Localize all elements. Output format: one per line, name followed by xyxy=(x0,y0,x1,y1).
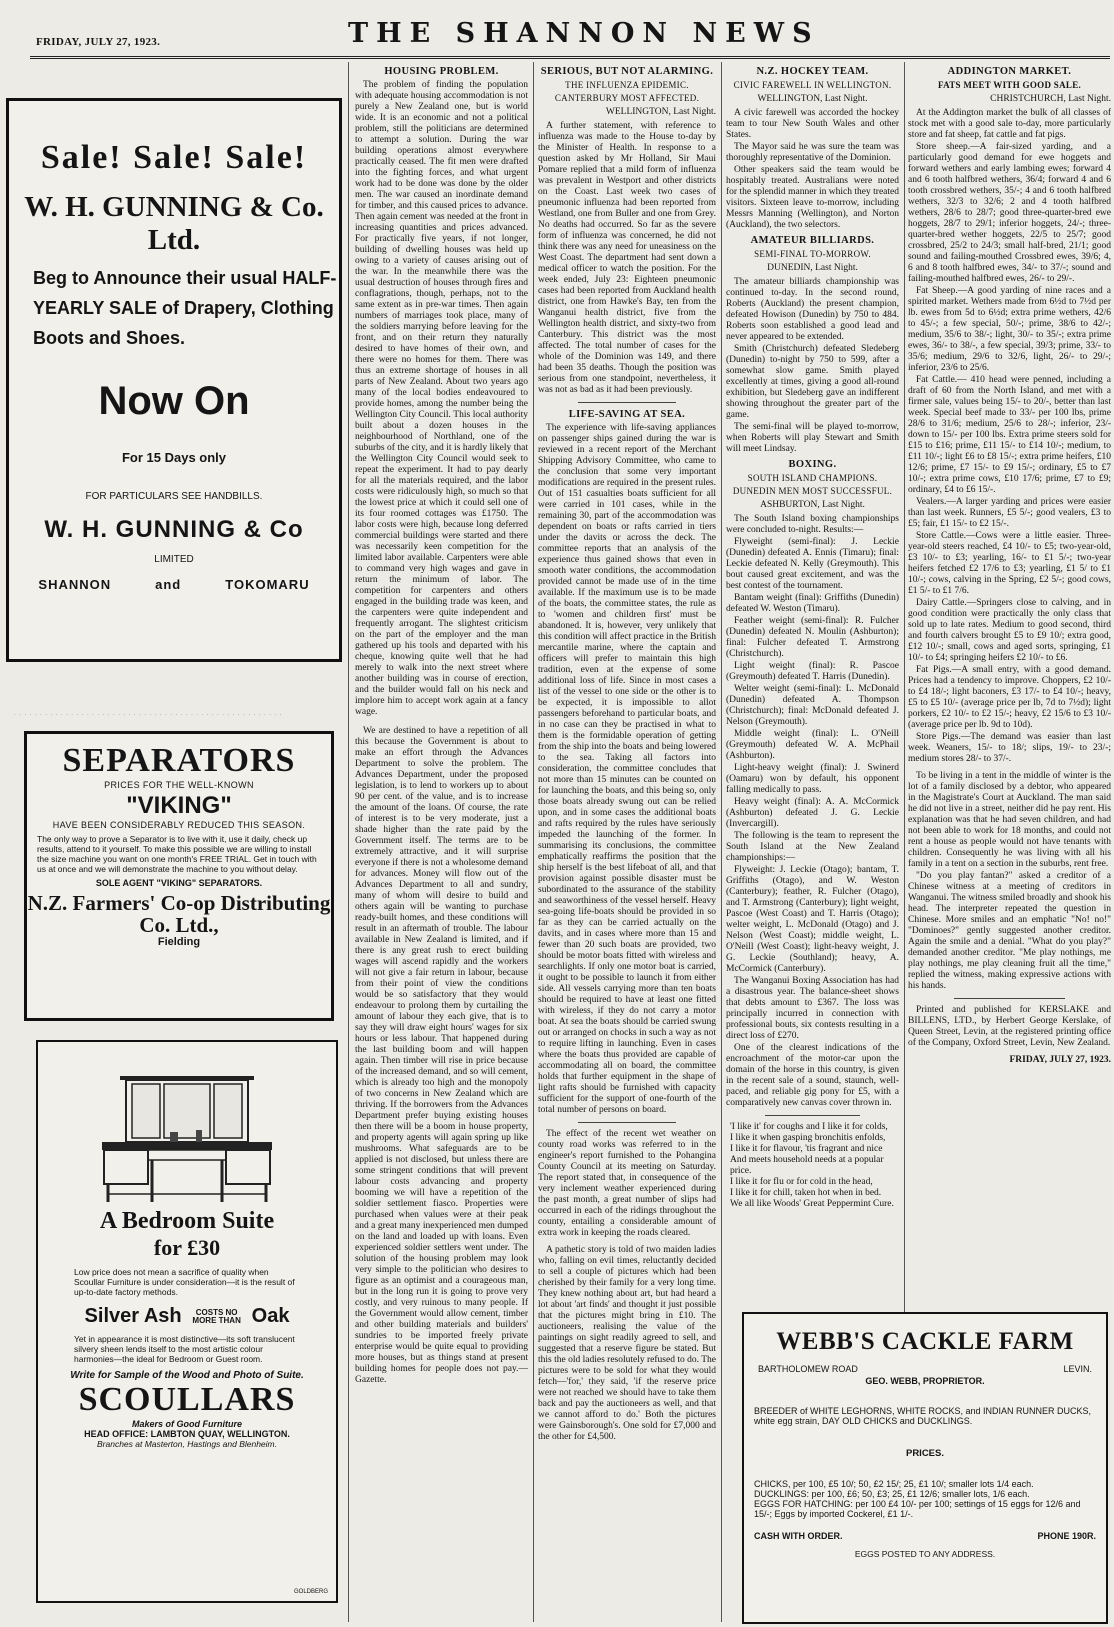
weather-paragraph: The effect of the recent wet weather on county road works was referred to in the engineer's report furnished to the Pohangina County Council at its meeting on Saturday. The report stated that, in consequence of the very inclement weather experienced during the past month, a great number of slips had occurred in each of the ridings throughout the county, entailing a considerable amount of extra work in keeping the roads cleared. xyxy=(538,1129,716,1238)
imprint-date: FRIDAY, JULY 27, 1923. xyxy=(1009,1055,1111,1065)
boxing-headline: BOXING. xyxy=(788,459,837,470)
column-market xyxy=(908,62,1111,1310)
fantan-paragraph: "Do you play fantan?" asked a creditor of a Chinese witness at a meeting of creditors in Wanganui. The witness smiled broadly and shook his head. The interpreter repeated the question in Chinese. More smiles and an emphatic "No! no!" "Dominoes?" gently suggested another creditor. Again the smile and a denial. "What do you play?" demanded another creditor. "Me play nothings, me play nothings, me play cleaning fruit all the time," replied the witness, making expressive actions with his hands. xyxy=(908,871,1111,991)
viking-brand: "VIKING" xyxy=(126,792,232,819)
proprietor: GEO. WEBB, PROPRIETOR. xyxy=(865,1376,985,1386)
pictures-paragraph: A pathetic story is told of two maiden ladies who, falling on evil times, reluctantly decided to sell a couple of pictures which had been cherished by their family for a very long time. They knew nothing about art, but had heard a lot about 'art finds' and thought it just possible that the pictures might bring in £10. The auctioneers, realising the value of the paintings on sight readily agreed to sell, and suggested that a reserve figure be stated. But this the old ladies resolutely refused to do. The pictures were to be sold for what they would fetch—'for,' they said, 'if the reserve price were not reached we should have to take them back and pay the auctioneers as well, and that we cannot afford to do.' Both the pictures were Gainsborough's. One sold for £7,000 and the other for £4,500. xyxy=(538,1245,716,1442)
influenza-headline: SERIOUS, BUT NOT ALARMING. xyxy=(540,66,714,77)
issue-date: FRIDAY, JULY 27, 1923. xyxy=(36,36,161,48)
suite-price: for £30 xyxy=(153,1235,221,1260)
write-for-sample: Write for Sample of the Wood and Photo of Suite. xyxy=(70,1370,304,1381)
column-rule xyxy=(348,62,349,1622)
separators-advertisement xyxy=(24,731,334,1021)
billiards-paragraph: The amateur billiards championship was continued to-day. In the second round, Roberts (Auckland) the present champion, defeated Howison (Dunedin) by 750 to 484. Roberts soon established a good lead and never appeared to be extended. xyxy=(726,277,899,342)
boxing-paragraph: Light-heavy weight (final): J. Swinerd (Oamaru) won by default, his opponent falling medically to pass. xyxy=(726,763,899,795)
life-saving-headline: LIFE-SAVING AT SEA. xyxy=(568,409,686,420)
gunning-advertisement xyxy=(6,98,342,662)
boxing-paragraph: Bantam weight (final): Griffiths (Dunedin) defeated W. Weston (Timaru). xyxy=(726,593,899,614)
market-paragraph: Vealers.—A larger yarding and prices were easier than last week. Runners, £5 5/-; good vealers, £3 to £5; fair, £1 15/- to £2 15/-. xyxy=(908,497,1111,529)
reduced-line: HAVE BEEN CONSIDERABLY REDUCED THIS SEASON. xyxy=(52,820,306,830)
silver-ash-vs-oak xyxy=(38,1305,336,1328)
hockey-subhead: CIVIC FAREWELL IN WELLINGTON. xyxy=(733,80,892,90)
market-subhead: FATS MEET WITH GOOD SALE. xyxy=(937,80,1082,90)
market-headline: ADDINGTON MARKET. xyxy=(947,66,1072,77)
fielding-town: Fielding xyxy=(157,936,201,948)
influenza-subhead-2: CANTERBURY MOST AFFECTED. xyxy=(554,93,700,103)
market-paragraph: At the Addington market the bulk of all classes of stock met with a good sale to-day, more particularly store and fat sheep, fat cattle and fat pigs. xyxy=(908,108,1111,140)
order-line xyxy=(744,1531,1106,1541)
price-line: DUCKLINGS: per 100, £6; 50, £3; 25, £1 12/6; smaller lots, 1/6 each. xyxy=(754,1489,1030,1499)
peppermint-verse xyxy=(726,1122,899,1210)
eggs-posted-note: EGGS POSTED TO ANY ADDRESS. xyxy=(854,1549,996,1559)
verse-line: I like it for chill, taken hot when in bed. xyxy=(730,1188,882,1198)
boxing-paragraph: Feather weight (semi-final): R. Fulcher (Dunedin) defeated N. Moulin (Ashburton); final: Fulcher defeated T. Armstrong (Christchurch). xyxy=(726,616,899,659)
costs-no-more-label: COSTS NO MORE THAN xyxy=(192,1307,241,1325)
hockey-headline: N.Z. HOCKEY TEAM. xyxy=(756,66,869,77)
housing-headline: HOUSING PROBLEM. xyxy=(384,66,499,77)
silver-ash-label: Silver Ash xyxy=(84,1305,182,1327)
influenza-paragraph: A further statement, with reference to influenza was made to the House to-day by the Minister of Health. In response to a question asked by Mr Holland, Sir Maui Pomare replied that a mild form of influenza was prevalent in Westport and other districts on the Coast. Last week two cases of pneumonic influenza had been reported from Westland, one from Buller and one from Grey. No deaths had occurred. So far as the severe form of influenza was concerned, he did not think there was any need for uneasiness on the West Coast. The department had sent down a medical officer to watch the position. For the week ended, July 23: Eighteen pneumonic cases had been reported from Auckland health district, one from Hawke's Bay, ten from the Wanganui health district, five from the Wellington health district, and sixty-two from Canterbury. This district was the most affected. The total number of cases for the whole of the Dominion was 149, and there had been 35 deaths. Though the position was serious from one standpoint, nevertheless, it was not as bad as it had been previously. xyxy=(538,121,716,395)
column-rule xyxy=(721,62,722,1622)
webb-cackle-farm-advertisement xyxy=(742,1312,1108,1624)
separators-heading: SEPARATORS xyxy=(62,742,296,779)
market-paragraph: Fat Pigs.—A small entry, with a good demand. Prices had a tendency to improve. Choppers, £2 10/- to £4 18/-; light baconers, £3 17/- to £4 10/-; heavy, £5 to £5 10/- (average price per lb, 7d to 7½d); light porkers, £2 10/- to £2 15/-; heavy, £2 15/6 to £3 10/- (average price per lb. 9d to 10d). xyxy=(908,665,1111,730)
masthead-rule xyxy=(30,56,1110,59)
newspaper-title: THE SHANNON NEWS xyxy=(348,18,820,49)
store-locations xyxy=(9,577,339,592)
town-name: LEVIN. xyxy=(1063,1364,1092,1374)
gunning-company-name-footer: W. H. GUNNING & Co xyxy=(44,516,304,543)
phone-number: PHONE 190R. xyxy=(1037,1531,1096,1541)
boxing-paragraph: Middle weight (final): L. O'Neill (Greymouth) defeated W. A. McPhail (Ashburton). xyxy=(726,729,899,761)
advert-agency-tag: GOLDBERG xyxy=(293,1589,328,1595)
cackle-farm-title: WEBB'S CACKLE FARM xyxy=(776,1328,1074,1355)
dressing-table-illustration xyxy=(82,1070,292,1210)
dateline: WELLINGTON, Last Night. xyxy=(605,107,716,117)
article-divider xyxy=(954,998,1066,999)
sole-agent-line: SOLE AGENT "VIKING" SEPARATORS. xyxy=(95,878,263,888)
housing-paragraph: We are destined to have a repetition of all this because the Government is about to make an effort through the Advances Department to solve the problem. The Advances Department, under the proposed legislation, is to lend to workers up to about 90 per cent. of the value, and is to increase the amount of the loans. Of course, the rate of interest is to be very moderate, just a shade higher than the rate paid by the Government itself. The terms are to be extremely attractive, and it will surprise everyone if there is not a wholesome demand for advances. Money will flow out of the Advances Department to all and sundry, many of whom will desire to build and others again will be wanting to purchase ready-built homes, and these conditions will result in an aftermath of trouble. The labour available in New Zealand is limited, and if there is any great rush to erect building wages will ascend rapidly and the workers will not give a fair return in labour, because from their point of view the conditions would be so satisfactory that they would endeavour to prolong them by curtailing the amount of labour they each give, that is to say they will draw eight hours' wages for six hours or less labour. That happened during the last building boom and will happen again. Then timber will rise in price because of the increased demand, and so will cement, which is already too high and the monopoly of two concerns in New Zealand which are thriving. If the borrowers from the Advances Department prefer buying existing houses then there will be a boom in house property, and property agents will again spring up like mushrooms. What safeguards are to be applied is not disclosed, but unless there are some stringent conditions that will prevent labour costs advancing and property booming we will have a repetition of the soldier settlement fiasco. Properties were purchased when values were at their peak and a great many inexperienced men dumped on the land and loaded up with loans. Even experienced soldier settlers went under. The solution of the housing problem may look very simple to the politician who desires to figure as an optimist and a courageous man, but in the long run it is going to prove very costly, and very ruinous to many people. If the Government would allow cement, timber and other building materials and builders' sundries to be imported freely private enterprise would be quite equal to providing more houses, but as things stand at present building homes for people does not pay.—Gazette. xyxy=(355,726,528,1385)
billiards-subhead: SEMI-FINAL TO-MORROW. xyxy=(754,249,871,259)
handbills-note: FOR PARTICULARS SEE HANDBILLS. xyxy=(85,491,263,502)
location-shannon: SHANNON xyxy=(38,577,112,592)
article-divider xyxy=(578,1122,676,1123)
makers-tagline: Makers of Good Furniture xyxy=(131,1419,242,1429)
market-paragraph: Fat Cattle.— 410 head were penned, including a draft of 60 from the North Island, and met with a firmer sale, values being 15/- to 20/-, better than last week. Special beef made to 33/- per 100 lbs, prime 28/6 to 31/6; medium, 25/6 to 28/-; inferior, 23/- down to 15/- per 100 lbs. Extra prime steers sold for £15 to £16; prime, £11 15/- to £14 10/-; medium, to £11 10/-; light £6 to £8 15/-; extra prime heifers, £10 12/6; prime, £7 15/- to £9 15/-; ordinary, £5 to £7 10/-; extra prime cows, £10 17/6; prime, £7 to £9; ordinary, £4 to £6 15/-. xyxy=(908,375,1111,495)
boxing-subhead: SOUTH ISLAND CHAMPIONS. xyxy=(747,473,878,483)
market-paragraph: Fat Sheep.—A good yarding of nine races and a spirited market. Wethers made from 6½d to 7½d per lb. ewes from 5d to 6½d; extra prime wethers, 42/6 to 45/-; a few special, 50/-; prime, 38/6 to 42/-; medium, 35/6 to 38/-; light, 30/- to 35/-; extra prime ewes, 36/- to 38/-, a few special, 39/3; prime, 33/- to 35/6; medium, 29/6 to 32/6, light, 26/- to 29/-; inferior, 23/6 to 25/6. xyxy=(908,286,1111,373)
column-housing xyxy=(355,62,528,1622)
motor-car-paragraph: One of the clearest indications of the encroachment of the motor-car upon the domain of the horse in this country, is given in the recent sale of a sound, staunch, well-paced, and reliable gig pony for £5, with a comparatively new canvas cover thrown in. xyxy=(726,1043,899,1108)
breeder-description: BREEDER of WHITE LEGHORNS, WHITE ROCKS, and INDIAN RUNNER DUCKS, white egg strain, DAY OLD CHICKS and DUCKLINGS. xyxy=(754,1406,1092,1426)
tent-paragraph: To be living in a tent in the middle of winter is the lot of a family disclosed by a debtor, who appeared in the Magistrate's Court at Auckland. The man said he did not live in a street, neither did he pay rent. His explanation was that he had seven children, and had not been able to work for 18 months, and could not rent a house as people would not have tenants with children. Consequently he was living with all his family in a tent on a section in the suburbs, rent free. xyxy=(908,771,1111,869)
boxing-paragraph: The South Island boxing championships were concluded to-night. Results:— xyxy=(726,514,899,535)
market-paragraph: Store Cattle.—Cows were a little easier. Three-year-old steers reached, £4 10/- to £5; two-year-old, £3 10/- to £3; yearling, 16/- to £1 5/-; two-year heifers fetched £2 17/6 to £3; yearling, £1 5/ to £1 10/-; cows, calving in the Spring, £2 5/-; good cows, £1 5/- to £1 7/6. xyxy=(908,531,1111,596)
verse-line: 'I like it' for coughs and I like it for colds, xyxy=(730,1122,888,1132)
branches-line: Branches at Masterton, Hastings and Blenheim. xyxy=(96,1439,277,1449)
verse-line: I like it for flavour, 'tis fragrant and nice xyxy=(730,1144,883,1154)
billiards-paragraph: The semi-final will be played to-morrow, when Roberts will play Stewart and Smith will meet Lindsay. xyxy=(726,422,899,454)
housing-paragraph: The problem of finding the population with adequate housing accommodation is not purely a New Zealand one, but is world wide. It is an economic and not a political problem, still the politicians are determined to attempt a solution. During the war building operations almost everywhere practically ceased. The fit men were drafted into the fighting forces, and what urgent work had to be done was done by the older men. The war caused an inordinate demand for timber, and this caused prices to advance. Then again cement was needed at the front in increasing quantities and prices advanced. For practically five years, if not longer, building of dwelling houses was held up owing to a variety of causes arising out of the war. In the meanwhile there was the usual destruction of houses through fires and conflagrations, though, perhaps, not to the same extent as in pre-war times. Then again numbers of marriages took place, many of the soldiers marrying before leaving for the front, and on their return they naturally desired to have homes of their own, and there were no homes for them. There was thus an extreme shortage of houses in all parts of New Zealand. About two years ago many of the local bodies endeavoured to provide homes, among the number being the Wellington City Council. This local authority built about a dozen houses in the neighbourhood of Northland, one of the suburbs of the city, and it is hardly likely that the Wellington City Council would seek to repeat the experiment. It had to pay dearly for all the materials required, and the labor costs were ridiculously high, so much so that the lowest price at which it could sell one of its four roomed cottages was £1750. The labor costs were high, because long deferred commercial buildings were started and there was necessarily keen competition for the limited labor available. Carpenters were able to command very high wages and gave in return the minimum of labor. The competition for carpenters and others engaged in the building trade was keen, and the carpenters were quite independent and frequently arrogant. The slightest criticism on the part of the employer and the man gathered up his tools and departed with his cheque, knowing quite well that he had merely to walk into the next street where another building was in course of erection, and the builder would fall on his neck and implore him to accept work again at a fancy wage. xyxy=(355,80,528,717)
market-paragraph: Store Pigs.—The demand was easier than last week. Weaners, 15/- to 18/; slips, 19/- to 23/-; medium stores 28/- to 37/-. xyxy=(908,732,1111,764)
dateline: ASHBURTON, Last Night. xyxy=(760,500,865,510)
farmers-coop-name: N.Z. Farmers' Co-op Distributing Co. Ltd., xyxy=(27,891,331,937)
boxing-paragraph: Light weight (final): R. Pascoe (Greymouth) defeated T. Harris (Dunedin). xyxy=(726,661,899,682)
boxing-subhead-2: DUNEDIN MEN MOST SUCCESSFUL. xyxy=(732,486,893,496)
dateline: DUNEDIN, Last Night. xyxy=(767,263,858,273)
appearance-text: Yet in appearance it is most distinctive—its soft translucent silvery sheen lends itself to the most artistic colour harmonies—the ideal for Bedroom or Guest room. xyxy=(74,1334,295,1364)
now-on-heading: Now On xyxy=(98,379,250,423)
verse-line: We all like Woods' Great Peppermint Cure. xyxy=(730,1199,894,1209)
article-divider xyxy=(765,1115,860,1116)
price-list xyxy=(744,1479,1106,1519)
scoullars-advertisement xyxy=(36,1040,338,1603)
billiards-paragraph: Smith (Christchurch) defeated Sledeberg (Dunedin) to-night by 750 to 599, after a somewhat slow game. Smith played excellently at times, giving a good all-round exhibition, but Sledeberg gave an indifferent showing throughout the greater part of the game. xyxy=(726,344,899,420)
oak-label: Oak xyxy=(251,1305,290,1327)
road-name: BARTHOLOMEW ROAD xyxy=(758,1364,858,1374)
faded-print-strip: · · · · · · · · · · · · · · · · · · · · · · · · · · · · · · · · · · · · · · · · · · · · · · · · · · · · xyxy=(14,712,283,718)
influenza-subhead: THE INFLUENZA EPIDEMIC. xyxy=(565,80,689,90)
hockey-paragraph: The Mayor said he was sure the team was thoroughly representative of the Dominion. xyxy=(726,142,899,163)
sale-duration: For 15 Days only xyxy=(121,450,227,465)
dateline: CHRISTCHURCH, Last Night. xyxy=(990,94,1111,104)
verse-line: I like it when gasping bronchitis enfolds, xyxy=(730,1133,886,1143)
price-line: EGGS FOR HATCHING: per 100 £4 10/- per 100; settings of 15 eggs for 12/6 and 15/-; Eggs by imported Cockerel, £1 1/-. xyxy=(754,1499,1081,1519)
imprint: Printed and published for KERSLAKE and BILLENS, LTD., by Herbert George Kerslake, of Queen Street, Levin, at the registered printing office of the Company, Oxford Street, Levin, New Zealand. xyxy=(908,1005,1111,1048)
billiards-headline: AMATEUR BILLIARDS. xyxy=(750,235,875,246)
article-divider xyxy=(578,402,676,403)
address-line xyxy=(744,1364,1106,1374)
prices-heading: PRICES. xyxy=(905,1448,944,1459)
hockey-paragraph: A civic farewell was accorded the hockey team to tour New South Wales and other States. xyxy=(726,108,899,140)
location-tokomaru: TOKOMARU xyxy=(225,577,310,592)
hockey-paragraph: Other speakers said the team would be hospitably treated. Australians were noted for the splendid manner in which they treated visitors. Sixteen leave to-morrow, including Messrs Manning (Wellington), and Norton (Auckland), the two selectors. xyxy=(726,165,899,230)
boxing-paragraph: The Wanganui Boxing Association has had a disastrous year. The balance-sheet shows that debts amount to £367. The loss was principally incurred in connection with professional bouts, six contests resulting in a direct loss of £270. xyxy=(726,976,899,1041)
dateline: WELLINGTON, Last Night. xyxy=(757,94,868,104)
sale-heading: Sale! Sale! Sale! xyxy=(40,139,308,176)
boxing-paragraph: Flyweight (semi-final): J. Leckie (Dunedin) defeated A. Ennis (Timaru); final: Leckie defeated N. Kelly (Greymouth). This bout caused great excitement, and was the best contest of the tournament. xyxy=(726,537,899,591)
boxing-paragraph: Flyweight: J. Leckie (Otago); bantam, T. Griffiths (Otago), and W. Weston (Canterbury); feather, R. Fulcher (Otago), and T. Armstrong (Canterbury); light weight, Pascoe (West Coast) and T. Harris (Otago); welter weight, L. McDonald (Otago) and J. Nelson (West Coast); middle weight, L. O'Neill (West Coast); light-heavy weight, J. G. Leckie (Southland); heavy, A. McCormick (Canterbury). xyxy=(726,865,899,974)
market-paragraph: Dairy Cattle.—Springers close to calving, and in good condition were practically the only class that sold up to late rates. Medium to good second, third and fourth calvers brought £5 to £9 10/; extra good, £12 10/-; small, cows and aged sorts, springing, £1 10/- to £4; springing heifers £2 10/- to £6. xyxy=(908,598,1111,663)
life-saving-paragraph: The experience with life-saving appliances on passenger ships gained during the war is reviewed in a recent report of the Merchant Shipping Advisory Committee, who came to the conclusion that some very important modifications are required in the present rules. Out of 151 casualties boats sufficient for all were carried in 101 cases, while in the remaining 30, part of the accommodation was dependent on boats or rafts carried in tiers under the davits or across the deck. The committee reports that an analysis of the experience thus gained shows that even in smooth water conditions, the accommodation provided cannot be made use of in the time available. If the maximum use is to be made of the boats, the committee states, the rule as to 'women and children first' must be abandoned. It is, however, very unlikely that this condition will affect practice in the British mercantile marine, where the captain and officers will prefer to maintain this high tradition, even at the expense of some additional loss of life. Since in most cases a list of the vessel to one side or the other is to be expected, it is impossible to allot passengers beforehand to particular boats, and in no case can they be practised in what to them is the formidable operation of getting from the ship into the boats and being lowered to the sea. Taking all factors into consideration, the committee concludes that not more than 15 minutes can be counted on for launching the boats, and this being so, only those boats already swung out can be relied upon, and in some cases the additional boats and rafts required by the rules have seriously impeded the launching of the former. In summarising its conclusions, the committee emphatically reaffirms the position that the ship herself is the best lifeboat of all, and that provision against possible disaster must be subordinated to the assurance of the stability and seaworthiness of the vessel herself. Heavy sea-going life-boats should be provided in so far as they can be carried actually on the davits, and in cases where more than 15 and fewer than 20 such boats are provided, two should be motor boats fitted with wireless and searchlights. If only one motor boat is carried, it ought to be possible to launch it from either side. All vessels carrying more than ten boats should be required to have at least one fitted with wireless, if they do not carry a motor boat. At sea the boats should be carried swung out or arranged on chocks in such a way as not to require lifting in launching. Even in cases where the boats thus provided are capable of accommodating all on board, the committee holds that further equipment in the shape of light rafts should be furnished with capacity sufficient for the support of one-fourth of the total number of persons on board. xyxy=(538,423,716,1115)
limited-label: LIMITED xyxy=(154,554,194,565)
gunning-company-name: W. H. GUNNING & Co. Ltd. xyxy=(24,191,324,256)
sale-announcement: Beg to Announce their usual HALF-YEARLY SALE of Drapery, Clothing Boots and Shoes. xyxy=(33,268,337,348)
boxing-paragraph: Welter weight (semi-final): L. McDonald (Dunedin) defeated A. Thompson (Christchurch); final: McDonald defeated J. Nelson (Greymouth). xyxy=(726,684,899,727)
column-influenza xyxy=(538,62,716,1622)
quality-text: Low price does not mean a sacrifice of quality when Scoullar Furniture is under consideration—it is the result of up-to-date factory methods. xyxy=(74,1267,295,1297)
boxing-paragraph: Heavy weight (final): A. A. McCormick (Ashburton) defeated J. G. Leckie (Invercargill). xyxy=(726,797,899,829)
scoullars-name: SCOULLARS xyxy=(78,1381,296,1418)
separators-prices-line: PRICES FOR THE WELL-KNOWN xyxy=(104,780,254,790)
price-line: CHICKS, per 100, £5 10/; 50, £2 15/; 25, £1 10/; smaller lots 1/4 each. xyxy=(754,1479,1034,1489)
and-label: and xyxy=(155,577,182,592)
masthead xyxy=(0,0,1114,60)
separators-body: The only way to prove a Separator is to live with it, use it daily, check up results, attend to it yourself. To make this possible we are willing to install the size machine you want on one month's FREE TRIAL. Get in touch with us at once and we will demonstrate the machine to you without delay. xyxy=(37,834,317,874)
cash-with-order: CASH WITH ORDER. xyxy=(754,1531,843,1541)
verse-line: And meets household needs at a popular price. xyxy=(730,1155,884,1176)
verse-line: I like it for flu or for cold in the head, xyxy=(730,1177,873,1187)
boxing-paragraph: The following is the team to represent the South Island at the New Zealand championships:— xyxy=(726,831,899,863)
bedroom-suite-headline: A Bedroom Suite xyxy=(99,1208,275,1234)
head-office: HEAD OFFICE: LAMBTON QUAY, WELLINGTON. xyxy=(84,1429,290,1439)
market-paragraph: Store sheep.—A fair-sized yarding, and a particularly good demand for ewe hoggets and forward wethers and early lambing ewes; forward 4 and 6 tooth halfbred wethers, 36/4; forward 4 and 6 tooth crossbred wethers, 35/-; 4 and 6 tooth halfbred wethers, 32/3 to 32/6; 2 and 4 tooth halfbred wethers, 28/6 to 28/7; good three-quarter-bred ewe hoggets, 28/7 to 29/1; inferior hoggets, 24/-; three-quarter-bred wether hoggets, 22/5 to 25/7; good crossbred, 25/2 to 24/3; small half-bred, 21/1; good sound and failing-mouthed Crossbred ewes, 39/6; 4, 6 and 8 tooth halfbred ewes, 34/- to 37/-; sound and failing-mouthed halfbred ewes, 26/- to 29/-. xyxy=(908,142,1111,284)
column-rule xyxy=(533,62,534,1622)
